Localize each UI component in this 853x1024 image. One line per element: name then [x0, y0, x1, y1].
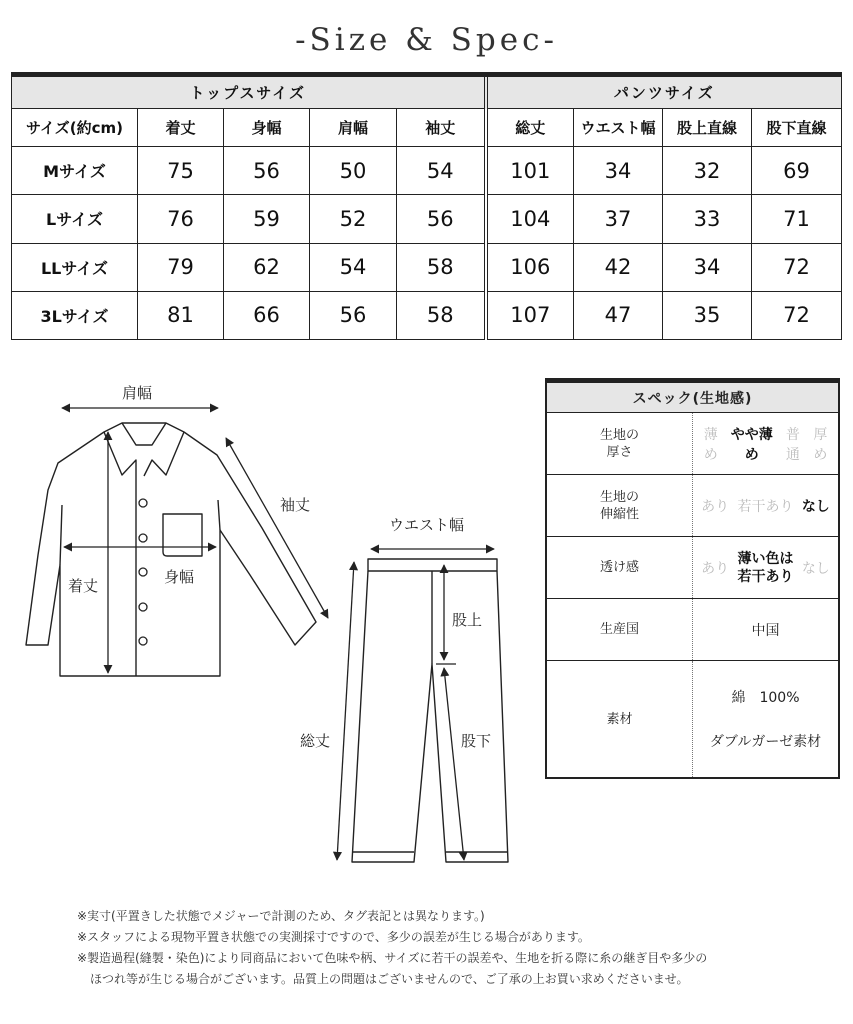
- table-cell: 104: [486, 195, 574, 243]
- label-waist: ウエスト幅: [389, 516, 465, 534]
- table-cell: 69: [752, 147, 842, 195]
- table-cell: 72: [752, 291, 842, 339]
- material-cotton: 綿 100%: [731, 690, 800, 706]
- table-cell: 62: [224, 243, 310, 291]
- table-cell: 107: [486, 291, 574, 339]
- table-cell: 56: [224, 147, 310, 195]
- pants-outline: [352, 559, 508, 862]
- shirt-outline: [26, 423, 316, 676]
- tops-size-header: トップスサイズ: [12, 75, 486, 109]
- label-total-length: 総丈: [300, 732, 331, 750]
- table-row: [12, 195, 842, 243]
- table-cell: 33: [663, 195, 752, 243]
- size-table: [11, 72, 842, 340]
- spec-row-material: [546, 661, 839, 779]
- table-cell: 35: [663, 291, 752, 339]
- label-inseam: 股下: [461, 732, 492, 750]
- row-label: Lサイズ: [12, 195, 138, 243]
- table-cell: 50: [310, 147, 397, 195]
- spec-row-origin: [546, 599, 839, 661]
- table-cell: 71: [752, 195, 842, 243]
- label-shoulder: 肩幅: [122, 384, 153, 402]
- table-cell: 34: [574, 147, 663, 195]
- option-none-selected: なし: [801, 498, 830, 515]
- label-body-width: 身幅: [164, 568, 195, 586]
- spec-row-thickness: [546, 413, 839, 475]
- note-line: ※実寸(平置きした状態でメジャーで計測のため、タグ表記とは異なります。): [77, 909, 485, 923]
- spec-label: 生地の 厚さ: [546, 413, 693, 475]
- table-cell: 56: [397, 195, 486, 243]
- row-label: 3Lサイズ: [12, 291, 138, 339]
- table-cell: 79: [138, 243, 224, 291]
- spec-label: 生地の 伸縮性: [546, 475, 693, 537]
- table-row: [12, 291, 842, 339]
- column-header-waist: ウエスト幅: [574, 109, 663, 147]
- column-header-body-width: 身幅: [224, 109, 310, 147]
- spec-label: 素材: [546, 661, 693, 779]
- table-cell: 66: [224, 291, 310, 339]
- note-line: ※製造過程(縫製・染色)により同商品において色味や柄、サイズに若干の誤差や、生地を折る際に糸の継ぎ目や多少の: [77, 951, 708, 965]
- table-cell: 34: [663, 243, 752, 291]
- column-header-shoulder: 肩幅: [310, 109, 397, 147]
- table-cell: 81: [138, 291, 224, 339]
- spec-header: スペック(生地感): [546, 381, 839, 413]
- option-slightly: 若干あり: [737, 498, 794, 515]
- spec-table: [545, 378, 840, 779]
- row-label: LLサイズ: [12, 243, 138, 291]
- table-cell: 58: [397, 243, 486, 291]
- option-yes: あり: [701, 498, 730, 515]
- table-cell: 72: [752, 243, 842, 291]
- table-cell: 76: [138, 195, 224, 243]
- option-thick: 厚め: [813, 426, 828, 463]
- row-label: Mサイズ: [12, 147, 138, 195]
- column-header-sleeve: 袖丈: [397, 109, 486, 147]
- notes: [77, 906, 777, 990]
- table-cell: 106: [486, 243, 574, 291]
- garment-diagram: [0, 370, 540, 890]
- note-line: ほつれ等が生じる場合がございます。品質上の問題はございませんので、ご了承の上お買い求めくださいませ。: [90, 972, 689, 986]
- table-cell: 47: [574, 291, 663, 339]
- table-cell: 52: [310, 195, 397, 243]
- label-length: 着丈: [68, 577, 99, 595]
- table-cell: 37: [574, 195, 663, 243]
- option-none: なし: [801, 560, 830, 577]
- table-cell: 59: [224, 195, 310, 243]
- option-yes: あり: [701, 560, 730, 577]
- column-header-length: 着丈: [138, 109, 224, 147]
- table-cell: 54: [397, 147, 486, 195]
- label-sleeve: 袖丈: [280, 496, 311, 514]
- table-cell: 56: [310, 291, 397, 339]
- option-thin: 薄め: [703, 426, 718, 463]
- material-double-gauze: ダブルガーゼ素材: [709, 734, 822, 750]
- page-title: -Size & Spec-: [295, 22, 558, 58]
- column-header-rise: 股上直線: [663, 109, 752, 147]
- spec-label: 透け感: [546, 537, 693, 599]
- note-line: ※スタッフによる現物平置き状態での実測採寸ですので、多少の誤差が生じる場合があります。: [77, 930, 590, 944]
- table-row: [12, 243, 842, 291]
- column-header-total-length: 総丈: [486, 109, 574, 147]
- table-cell: 42: [574, 243, 663, 291]
- pants-size-header: パンツサイズ: [486, 75, 842, 109]
- shirt-buttons: [139, 499, 147, 645]
- table-row: [12, 147, 842, 195]
- column-header-size: サイズ(約cm): [12, 109, 138, 147]
- table-cell: 32: [663, 147, 752, 195]
- table-cell: 54: [310, 243, 397, 291]
- table-cell: 101: [486, 147, 574, 195]
- option-normal: 普通: [785, 426, 800, 463]
- table-cell: 75: [138, 147, 224, 195]
- option-slightly-thin-selected: やや薄め: [730, 426, 773, 463]
- table-cell: 58: [397, 291, 486, 339]
- label-rise: 股上: [452, 611, 483, 629]
- spec-row-sheerness: [546, 537, 839, 599]
- origin-value: 中国: [693, 599, 840, 661]
- spec-label: 生産国: [546, 599, 693, 661]
- option-light-colors-selected: 薄い色は 若干あり: [737, 550, 794, 585]
- column-header-inseam: 股下直線: [752, 109, 842, 147]
- spec-row-stretch: [546, 475, 839, 537]
